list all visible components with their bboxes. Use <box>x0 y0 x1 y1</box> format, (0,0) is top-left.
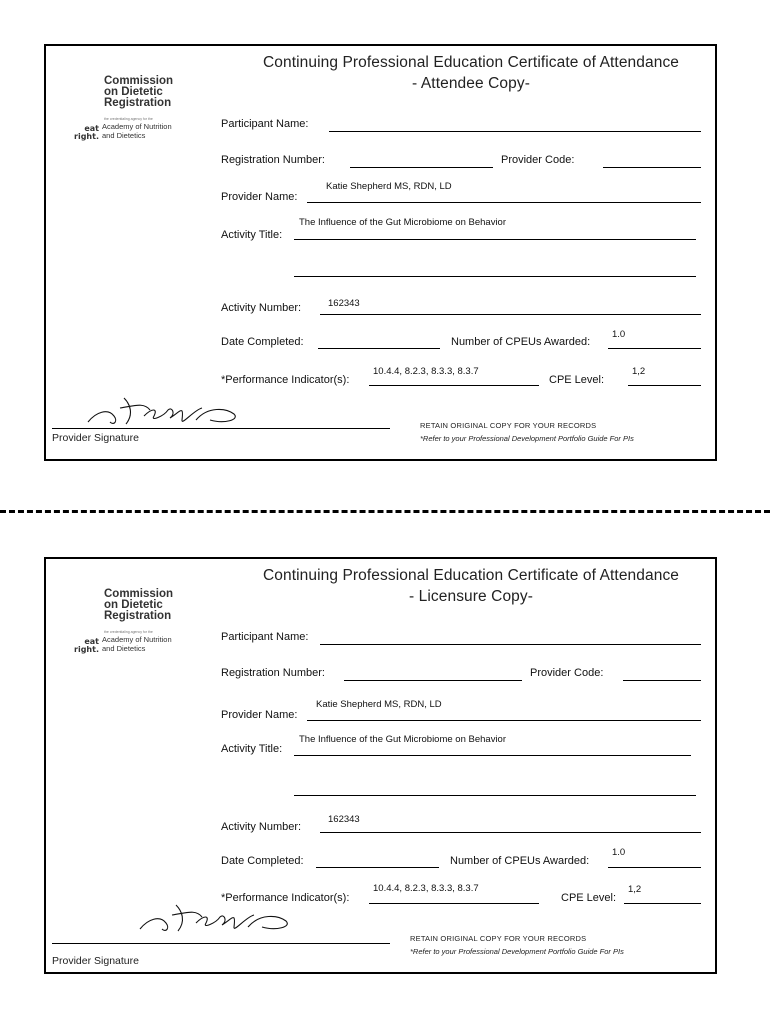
eat-text: eat <box>84 637 99 646</box>
activity-title-value: The Influence of the Gut Microbiome on Behavior <box>299 217 507 228</box>
right-text: right. <box>74 132 99 141</box>
activity-title-label: Activity Title: <box>221 743 283 755</box>
date-completed-field[interactable] <box>318 348 440 349</box>
date-completed-label: Date Completed: <box>221 855 304 867</box>
org-line-2: on Dietetic <box>104 599 163 611</box>
logo-tagline: the credentialing agency for the <box>104 630 153 634</box>
copy-type-label: - Licensure Copy- <box>408 588 534 605</box>
registration-number-field[interactable] <box>350 167 493 168</box>
cdr-org-name <box>104 76 214 109</box>
activity-title-field-line-2[interactable] <box>294 276 696 277</box>
certificate-title: Continuing Professional Education Certificate of Attendance <box>262 54 680 71</box>
provider-signature-line <box>52 428 390 429</box>
academy-line-1: Academy of Nutrition <box>102 122 172 131</box>
org-line-2: on Dietetic <box>104 86 163 98</box>
activity-number-value: 162343 <box>328 298 360 309</box>
activity-title-field-line-2[interactable] <box>294 795 696 796</box>
activity-number-value: 162343 <box>328 814 360 825</box>
activity-number-field[interactable] <box>320 314 701 315</box>
date-completed-field[interactable] <box>316 867 439 868</box>
cpe-level-field[interactable] <box>624 903 701 904</box>
cpeus-awarded-value: 1.0 <box>612 329 626 340</box>
cpe-level-value: 1,2 <box>632 366 646 377</box>
cpeus-awarded-label: Number of CPEUs Awarded: <box>451 336 591 348</box>
participant-name-field[interactable] <box>320 644 701 645</box>
activity-title-label: Activity Title: <box>221 229 283 241</box>
cdr-logo <box>62 579 222 679</box>
performance-indicators-field[interactable] <box>369 385 539 386</box>
performance-indicators-value: 10.4.4, 8.2.3, 8.3.3, 8.3.7 <box>373 883 479 894</box>
date-completed-label: Date Completed: <box>221 336 304 348</box>
org-line-3: Registration <box>104 97 172 109</box>
provider-signature-image <box>84 390 254 430</box>
registration-number-label: Registration Number: <box>221 667 325 679</box>
cpe-level-value: 1,2 <box>628 884 642 895</box>
academy-line-1: Academy of Nutrition <box>102 635 172 644</box>
logo-tagline: the credentialing agency for the <box>104 117 153 121</box>
cpe-level-label: CPE Level: <box>561 892 617 904</box>
provider-code-field[interactable] <box>623 680 701 681</box>
participant-name-label: Participant Name: <box>221 631 309 643</box>
cdr-logo <box>62 66 222 166</box>
academy-line-2: and Dietetics <box>102 643 146 653</box>
cdr-org-name <box>104 589 214 622</box>
provider-name-value: Katie Shepherd MS, RDN, LD <box>326 181 452 192</box>
provider-signature-line <box>52 943 390 944</box>
cpe-level-label: CPE Level: <box>549 374 605 386</box>
performance-indicators-label: *Performance Indicator(s): <box>221 374 350 386</box>
activity-number-label: Activity Number: <box>221 821 302 833</box>
cpeus-awarded-field[interactable] <box>608 867 701 868</box>
provider-name-field[interactable] <box>307 202 701 203</box>
provider-code-label: Provider Code: <box>501 154 575 166</box>
certificate-attendee-copy <box>44 44 717 461</box>
cpe-level-field[interactable] <box>628 385 701 386</box>
activity-title-field[interactable] <box>294 755 691 756</box>
provider-code-label: Provider Code: <box>530 667 604 679</box>
certificate-licensure-copy <box>44 557 717 974</box>
eat-right-logo <box>63 125 99 141</box>
copy-type-label: - Attendee Copy- <box>412 75 530 92</box>
activity-title-value: The Influence of the Gut Microbiome on Behavior <box>299 734 507 745</box>
registration-number-field[interactable] <box>344 680 522 681</box>
provider-name-label: Provider Name: <box>221 709 298 721</box>
participant-name-field[interactable] <box>329 131 701 132</box>
activity-title-field[interactable] <box>294 239 696 240</box>
portfolio-guide-note: *Refer to your Professional Development Portfolio Guide For PIs <box>420 434 634 443</box>
academy-name <box>102 636 222 653</box>
academy-line-2: and Dietetics <box>102 130 146 140</box>
retain-copy-note: RETAIN ORIGINAL COPY FOR YOUR RECORDS <box>410 934 587 943</box>
activity-number-field[interactable] <box>320 832 701 833</box>
cpeus-awarded-label: Number of CPEUs Awarded: <box>450 855 590 867</box>
org-line-1: Commission <box>104 588 174 600</box>
cut-line-divider <box>0 510 770 513</box>
participant-name-label: Participant Name: <box>221 118 309 130</box>
provider-signature-label: Provider Signature <box>52 955 139 967</box>
portfolio-guide-note: *Refer to your Professional Development Portfolio Guide For PIs <box>410 947 624 956</box>
activity-number-label: Activity Number: <box>221 302 302 314</box>
eat-right-logo <box>63 638 99 654</box>
academy-name <box>102 123 222 140</box>
right-text: right. <box>74 645 99 654</box>
eat-text: eat <box>84 124 99 133</box>
cpeus-awarded-field[interactable] <box>608 348 701 349</box>
provider-code-field[interactable] <box>603 167 701 168</box>
registration-number-label: Registration Number: <box>221 154 325 166</box>
org-line-3: Registration <box>104 610 172 622</box>
provider-name-field[interactable] <box>307 720 701 721</box>
performance-indicators-value: 10.4.4, 8.2.3, 8.3.3, 8.3.7 <box>373 366 479 377</box>
certificate-title: Continuing Professional Education Certificate of Attendance <box>262 567 680 584</box>
provider-signature-label: Provider Signature <box>52 432 139 444</box>
performance-indicators-label: *Performance Indicator(s): <box>221 892 350 904</box>
provider-name-label: Provider Name: <box>221 191 298 203</box>
provider-name-value: Katie Shepherd MS, RDN, LD <box>316 699 442 710</box>
cpeus-awarded-value: 1.0 <box>612 847 626 858</box>
retain-copy-note: RETAIN ORIGINAL COPY FOR YOUR RECORDS <box>420 421 597 430</box>
performance-indicators-field[interactable] <box>369 903 539 904</box>
org-line-1: Commission <box>104 75 174 87</box>
provider-signature-image <box>136 897 306 937</box>
